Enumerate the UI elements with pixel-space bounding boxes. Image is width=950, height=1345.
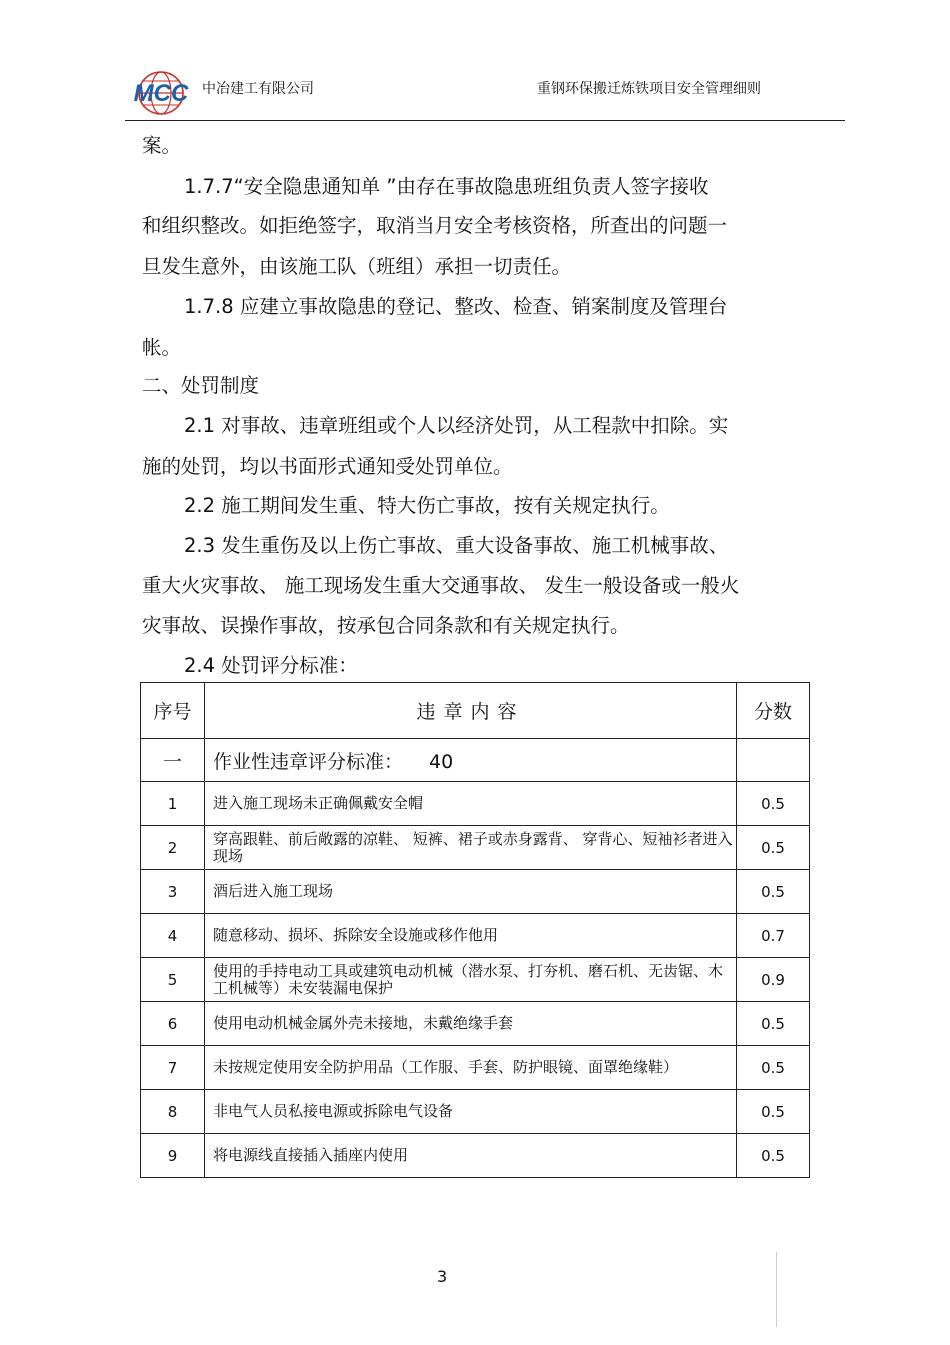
section-label-cell (205, 739, 737, 782)
row-no: 6 (141, 1002, 205, 1046)
mcc-logo (125, 68, 197, 118)
table-row (141, 914, 810, 958)
row-no: 8 (141, 1090, 205, 1134)
row-content: 穿高跟鞋、前后敞露的凉鞋、 短裤、裙子或赤身露背、 穿背心、短袖衫者进入现场 (205, 826, 737, 870)
row-no: 9 (141, 1134, 205, 1178)
row-no: 4 (141, 914, 205, 958)
section-score (737, 739, 810, 782)
text-line: 2.3 发生重伤及以上伤亡事故、重大设备事故、施工机械事故、 (184, 534, 729, 557)
row-score: 0.5 (737, 1090, 810, 1134)
page-header (125, 68, 845, 122)
header-divider (125, 120, 845, 121)
row-score: 0.5 (737, 1046, 810, 1090)
row-content: 使用的手持电动工具或建筑电动机械（潜水泵、打夯机、磨石机、无齿锯、木工机械等）未安装漏电保护 (205, 958, 737, 1002)
table-row (141, 1134, 810, 1178)
text-line: 帐。 (142, 336, 182, 359)
row-score: 0.7 (737, 914, 810, 958)
table-section-row (141, 739, 810, 782)
table-row (141, 826, 810, 870)
row-score: 0.5 (737, 782, 810, 826)
section-points: 40 (429, 750, 454, 773)
text-line: 2.4 处罚评分标准： (184, 654, 358, 677)
penalty-table (140, 682, 810, 1178)
row-score: 0.5 (737, 826, 810, 870)
row-content: 进入施工现场未正确佩戴安全帽 (205, 782, 737, 826)
row-no: 2 (141, 826, 205, 870)
text-line: 2.2 施工期间发生重、特大伤亡事故，按有关规定执行。 (184, 494, 670, 517)
table-row (141, 958, 810, 1002)
row-no: 7 (141, 1046, 205, 1090)
row-content: 随意移动、损坏、拆除安全设施或移作他用 (205, 914, 737, 958)
text-line: 2.1 对事故、违章班组或个人以经济处罚，从工程款中扣除。实 (184, 414, 729, 437)
text-line: 和组织整改。如拒绝签字，取消当月安全考核资格，所查出的问题一 (142, 214, 728, 237)
row-no: 3 (141, 870, 205, 914)
text-line: 重大火灾事故、 施工现场发生重大交通事故、 发生一般设备或一般火 (142, 574, 740, 597)
row-content: 将电源线直接插入插座内使用 (205, 1134, 737, 1178)
row-score: 0.5 (737, 1134, 810, 1178)
row-no: 1 (141, 782, 205, 826)
text-line: 灾事故、误操作事故，按承包合同条款和有关规定执行。 (142, 614, 630, 637)
table-row (141, 1002, 810, 1046)
document-title: 重钢环保搬迁炼铁项目安全管理细则 (537, 81, 761, 97)
header-no: 序号 (141, 683, 205, 739)
text-line: 案。 (142, 134, 182, 157)
row-content: 酒后进入施工现场 (205, 870, 737, 914)
table-row (141, 782, 810, 826)
margin-line (776, 1252, 777, 1327)
table-header-row (141, 683, 810, 739)
row-score: 0.9 (737, 958, 810, 1002)
row-score: 0.5 (737, 1002, 810, 1046)
section-heading: 二、处罚制度 (142, 374, 260, 397)
row-content: 使用电动机械金属外壳未接地，未戴绝缘手套 (205, 1002, 737, 1046)
company-name: 中冶建工有限公司 (202, 81, 314, 97)
header-content: 违章内容 (205, 683, 737, 739)
row-content: 非电气人员私接电源或拆除电气设备 (205, 1090, 737, 1134)
section-no: 一 (141, 739, 205, 782)
text-line: 旦发生意外，由该施工队（班组）承担一切责任。 (142, 255, 572, 278)
text-line: 1.7.8 应建立事故隐患的登记、整改、检查、销案制度及管理台 (184, 295, 728, 318)
row-no: 5 (141, 958, 205, 1002)
page-number: 3 (437, 1267, 448, 1286)
table-row (141, 1090, 810, 1134)
row-content: 未按规定使用安全防护用品（工作服、手套、防护眼镜、面罩绝缘鞋） (205, 1046, 737, 1090)
table-row (141, 1046, 810, 1090)
svg-text:MCC: MCC (133, 80, 189, 107)
section-label: 作业性违章评分标准： (213, 750, 404, 773)
header-score: 分数 (737, 683, 810, 739)
table-row (141, 870, 810, 914)
text-line: 1.7.7“安全隐患通知单 ”由存在事故隐患班组负责人签字接收 (184, 175, 709, 198)
text-line: 施的处罚，均以书面形式通知受处罚单位。 (142, 455, 513, 478)
row-score: 0.5 (737, 870, 810, 914)
